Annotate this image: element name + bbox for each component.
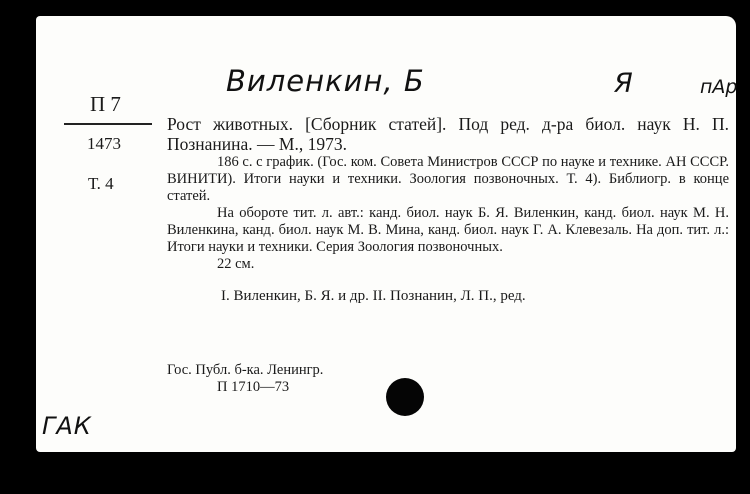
shelf-divider (64, 123, 152, 125)
entry-note: На обороте тит. л. авт.: канд. биол. наук Б. Я. Виленкин, канд. биол. наук М. Н. Виленкина, канд. биол. наук М. В. Мина, канд. биол. наук Г. А. Клевезаль. На доп. тит. л.: Итоги науки и техники. Серия Зоология позвоночных. (167, 205, 729, 255)
handwritten-bottom-note: ГАК (42, 412, 92, 440)
holding-info (167, 362, 323, 396)
entry-tracings: I. Виленкин, Б. Я. и др. II. Познанин, Л. П., ред. (221, 288, 526, 304)
catalog-card (36, 16, 736, 452)
entry-size: 22 см. (217, 256, 255, 272)
holding-number: П 1710—73 (217, 379, 290, 395)
entry-title: Рост животных. [Сборник статей]. Под ред. д-ра биол. наук Н. П. Познанина. — М., 1973. (167, 114, 729, 154)
volume-mark: Т. 4 (88, 174, 114, 193)
holding-library: Гос. Публ. б-ка. Ленингр. (167, 362, 324, 378)
bibliographic-entry (167, 114, 729, 305)
accession-number: 1473 (87, 134, 121, 153)
ink-blot (386, 378, 424, 416)
handwritten-corner-note: пАр (700, 76, 738, 98)
handwritten-initial: Я (614, 68, 633, 99)
shelf-code: П 7 (90, 92, 121, 116)
handwritten-author: Виленкин, Б (226, 64, 425, 98)
physical-description: 186 с. с график. (Гос. ком. Совета Министров СССР по науке и технике. АН СССР. ВИНИТИ). Итоги науки и техники. Зоология позвоночных. Т. 4). Библиогр. в конце статей. (167, 154, 729, 204)
